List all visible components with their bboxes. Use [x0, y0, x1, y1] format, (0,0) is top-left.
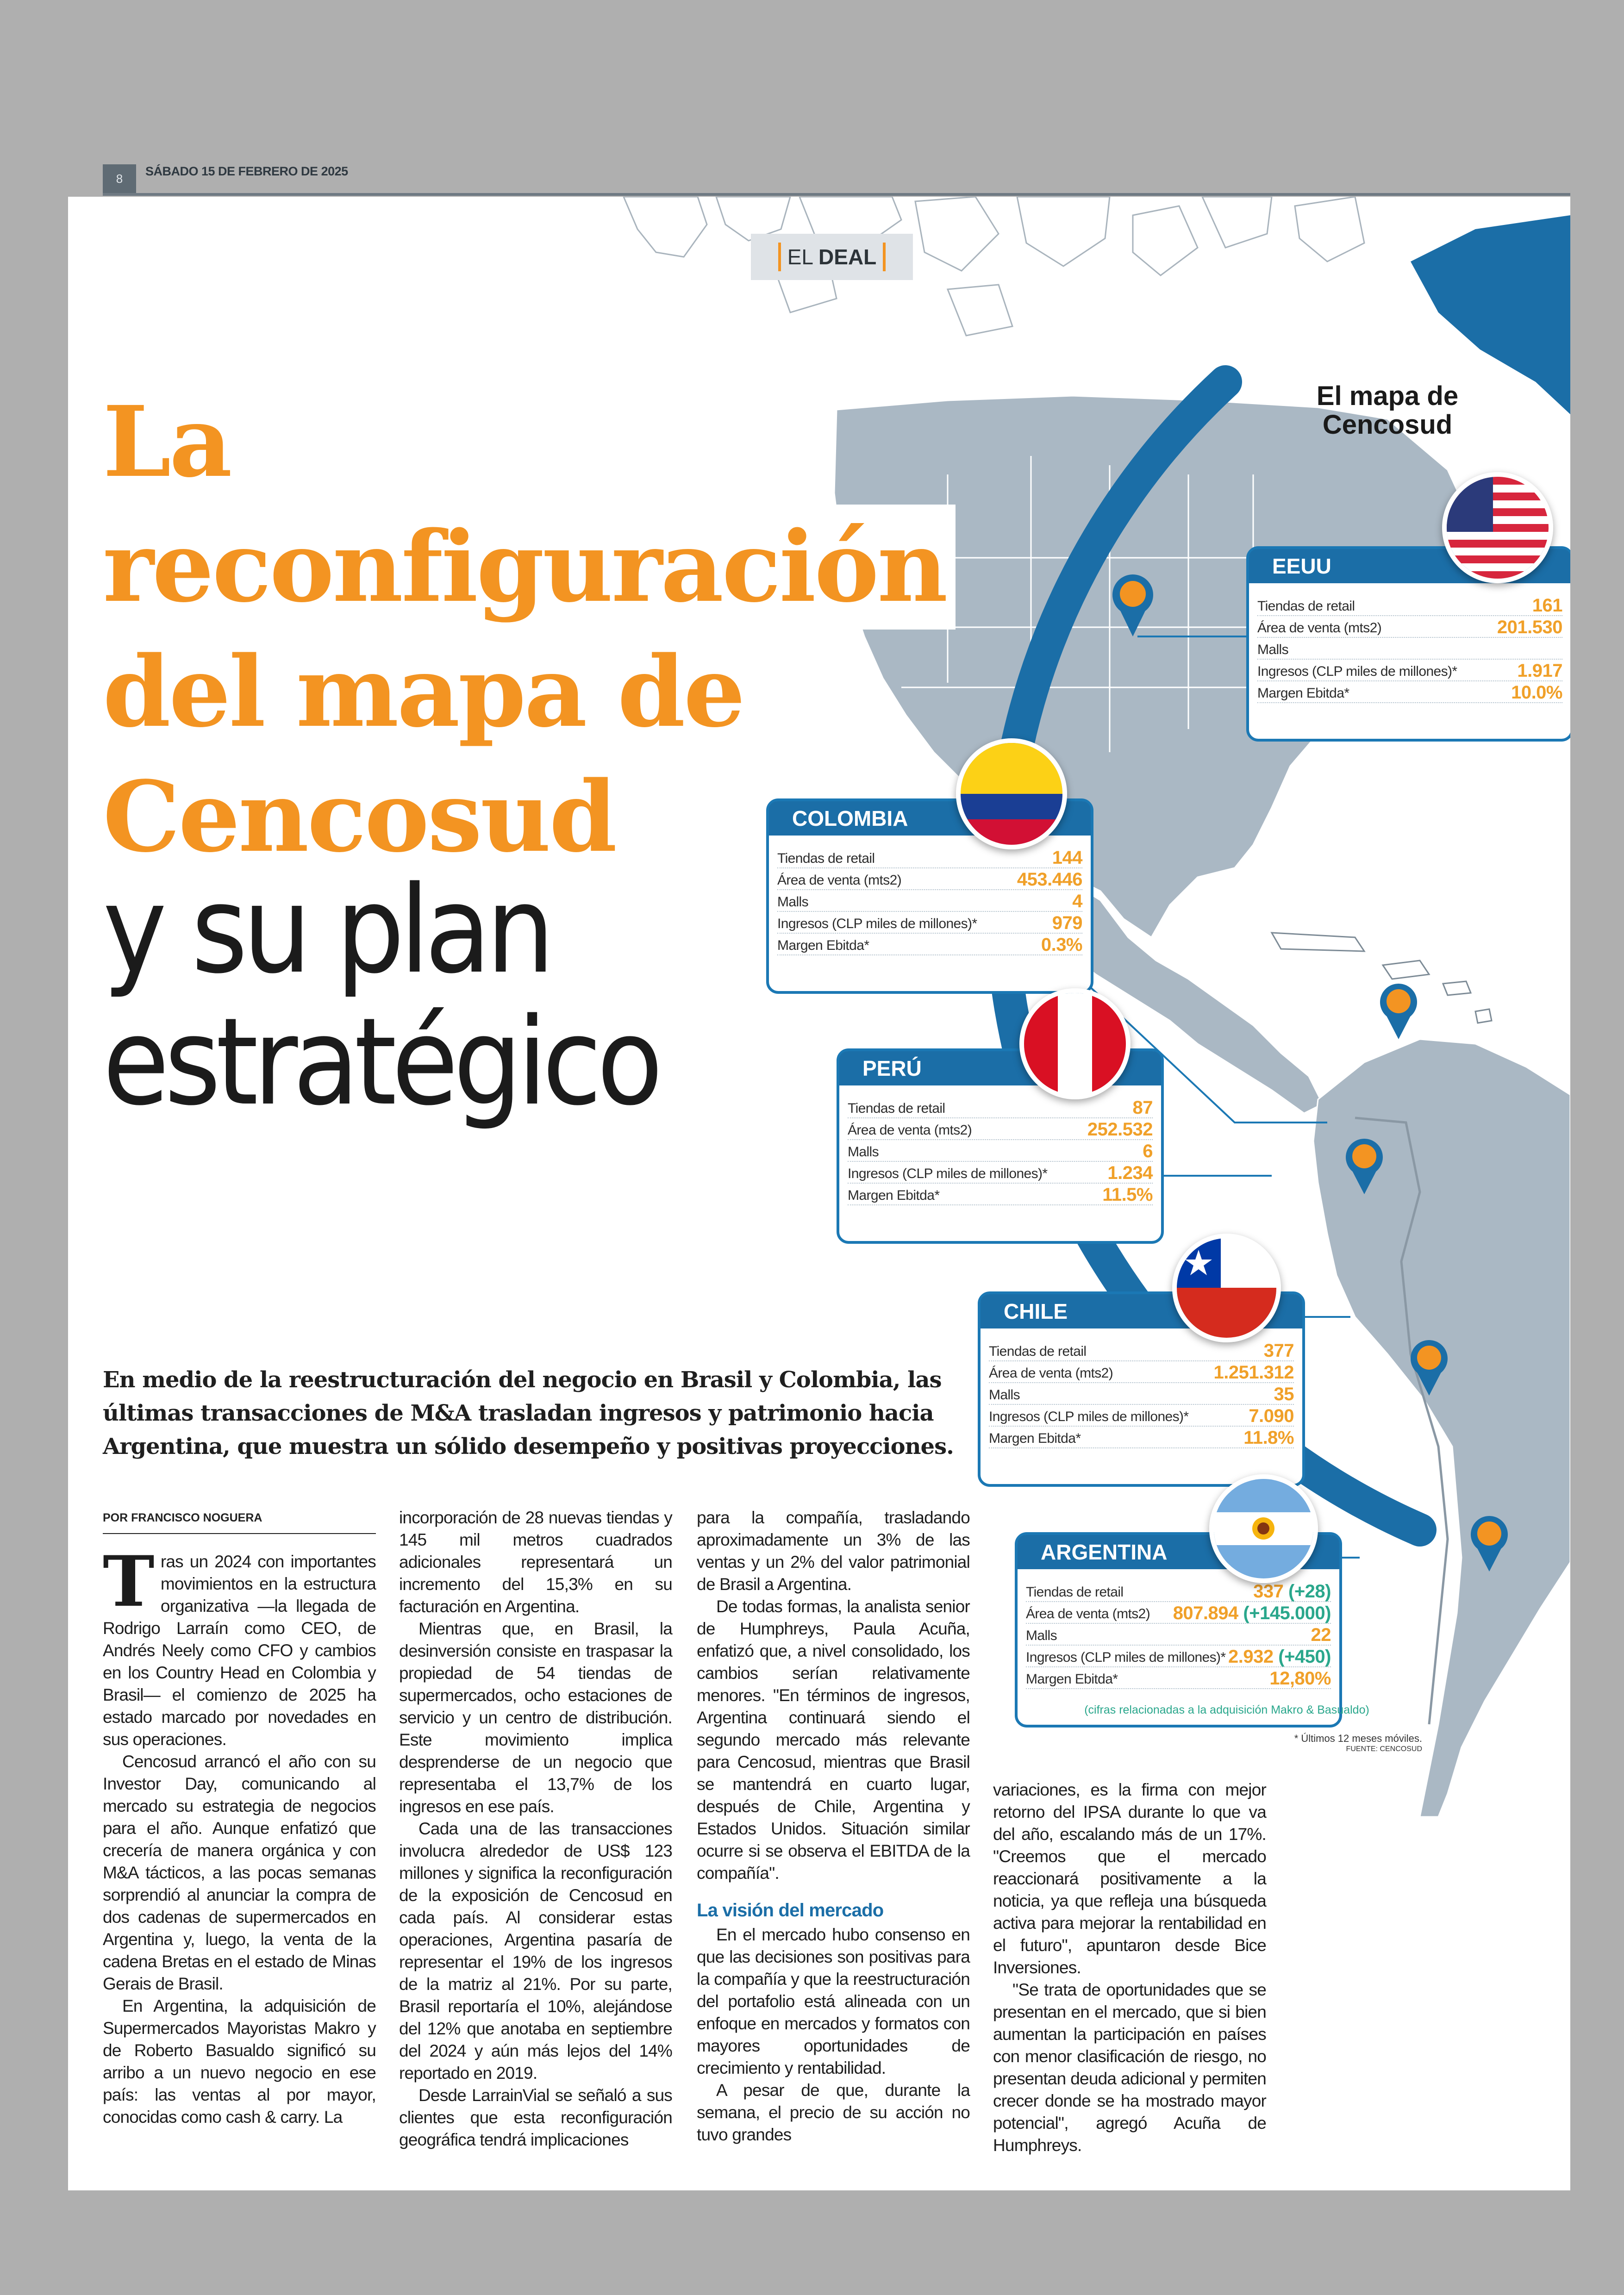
- map-title: [1272, 382, 1503, 439]
- stat-row-ebitda: [1026, 1667, 1331, 1689]
- stat-row-revenue: [1257, 660, 1562, 681]
- stat-label: Tiendas de retail: [848, 1101, 945, 1116]
- stat-label: Área de venta (mts2): [1257, 620, 1382, 636]
- stat-row-revenue: [777, 912, 1082, 934]
- stat-row-malls: [989, 1383, 1294, 1405]
- stat-row-retail: [989, 1340, 1294, 1361]
- paragraph: Cencosud arrancó el año con su Investor Day, comunicando al mercado su estrategia de negocios para el año. Aunque enfatizó que crecería de manera orgánica y con M&A tácticos, a las pocas semanas sorprendió al anunciar la compra de dos cadenas de supermercados en Argentina y, luego, la venta de la cadena Bretas en el estado de Minas Gerais de Brasil.: [103, 1752, 376, 1993]
- stat-label: Ingresos (CLP miles de millones)*: [989, 1409, 1189, 1424]
- stat-label: Tiendas de retail: [1257, 599, 1355, 614]
- stat-row-malls: [848, 1140, 1153, 1162]
- paragraph: variaciones, es la firma con mejor retorno del IPSA durante lo que va del año, escalando más de un 17%. "Creemos que el mercado reaccionará positivamente a la noticia, ya que refleja una búsqueda activa para mejorar la rentabilidad en el futuro", apuntaron desde Bice Inversiones.: [993, 1780, 1266, 1977]
- byline: POR FRANCISCO NOGUERA: [103, 1511, 376, 1534]
- pin-colombia: [1380, 984, 1417, 1039]
- card-title: EEUU: [1249, 549, 1570, 583]
- section-kicker: [751, 234, 913, 280]
- map-title-line-1: El mapa de: [1316, 381, 1459, 411]
- stat-row-malls: [777, 890, 1082, 912]
- stat-value: 7.090: [1249, 1406, 1294, 1426]
- body-column-1: [103, 1541, 376, 2128]
- page-header: [103, 164, 1570, 197]
- stat-value: 453.446: [1017, 869, 1082, 890]
- stat-value: 1.234: [1107, 1163, 1153, 1183]
- subheading: La visión del mercado: [697, 1900, 884, 1921]
- stat-row-revenue: [848, 1162, 1153, 1184]
- paragraph: para la compañía, trasladando aproximadamente un 3% de las ventas y un 2% del valor patrimonial de Brasil a Argentina.: [697, 1508, 970, 1594]
- stat-value: 0.3%: [1041, 935, 1082, 955]
- card-title: COLOMBIA: [769, 801, 1091, 836]
- stat-change: (+450): [1278, 1646, 1331, 1667]
- stat-label: Margen Ebitda*: [1257, 686, 1349, 701]
- card-title: ARGENTINA: [1018, 1535, 1339, 1569]
- stat-value: 252.532: [1087, 1119, 1153, 1140]
- headline-line-5: y su plan: [103, 861, 550, 1000]
- stat-label: Margen Ebitda*: [989, 1431, 1081, 1446]
- stat-value: 337 (+28): [1253, 1581, 1331, 1602]
- stat-row-ebitda: [989, 1427, 1294, 1448]
- stat-row-malls: [1257, 638, 1562, 660]
- stat-label: Malls: [848, 1144, 879, 1160]
- headline-line-6: estratégico: [103, 992, 658, 1132]
- newspaper-page: [68, 197, 1570, 2190]
- stat-value: 2.932 (+450): [1228, 1646, 1331, 1667]
- stat-value: 12,80%: [1269, 1668, 1331, 1689]
- chile-flag-icon: [1172, 1234, 1281, 1342]
- stat-value: 161: [1532, 595, 1562, 616]
- page-number: 8: [103, 164, 136, 193]
- paragraph: Tras un 2024 con importantes movimientos en la estructura organizativa —la llegada de Rodrigo Larraín como CEO, de Andrés Neely como CFO y cambios en los Country Head en Colombia y Brasil— el comienzo de 2025 ha estado marcado por novedades en sus operaciones.: [103, 1541, 376, 1749]
- stat-value: 807.894 (+145.000): [1173, 1603, 1331, 1623]
- stat-label: Área de venta (mts2): [777, 873, 902, 888]
- stat-row-retail: [848, 1097, 1153, 1118]
- body-column-3: [697, 1507, 970, 2146]
- dropcap: T: [103, 1541, 154, 1622]
- stat-label: Margen Ebitda*: [1026, 1671, 1118, 1687]
- stat-label: Margen Ebitda*: [848, 1188, 940, 1203]
- stat-value: 201.530: [1497, 617, 1562, 637]
- stat-label: Margen Ebitda*: [777, 938, 869, 953]
- stat-label: Malls: [989, 1387, 1020, 1403]
- stat-row-revenue: [989, 1405, 1294, 1427]
- stat-change: (+28): [1288, 1581, 1331, 1602]
- peru-flag-icon: [1019, 988, 1131, 1099]
- arctic-islands: [624, 197, 1364, 336]
- body-column-4: [993, 1779, 1266, 2157]
- stat-label: Ingresos (CLP miles de millones)*: [777, 916, 977, 931]
- stat-value: 1.251.312: [1213, 1362, 1294, 1383]
- source-credit: FUENTE: CENCOSUD: [1346, 1745, 1422, 1753]
- deck-summary: En medio de la reestructuración del negocio en Brasil y Colombia, las últimas transacciones de M&A trasladan ingresos y patrimonio hacia Argentina, que muestra un sólido desempeño y positivas proyecciones.: [103, 1367, 954, 1459]
- paragraph: Desde LarrainVial se señaló a sus clientes que esta reconfiguración geográfica tendrá implicaciones: [399, 2086, 672, 2149]
- card-title: CHILE: [981, 1294, 1302, 1328]
- card-note: (cifras relacionadas a la adquisición Makro & Basualdo): [1084, 1703, 1369, 1716]
- stat-label: Ingresos (CLP miles de millones)*: [1257, 664, 1457, 679]
- headline-line-3: del mapa de: [103, 635, 744, 749]
- paragraph: Cada una de las transacciones involucra alrededor de US$ 123 millones y significa la reconfiguración de la exposición de Cencosud en cada país. Al considerar estas operaciones, Argentina pasaría de representar el 19% de los ingresos de la matriz al 21%. Por su parte, Brasil reportaría el 10%, alejándose del 12% que anotaba en septiembre del 2024 y aún más lejos del 14% reportado en 2019.: [399, 1819, 672, 2083]
- stat-label: Malls: [1257, 642, 1289, 657]
- stat-row-area: [1257, 616, 1562, 638]
- stat-row-retail: [777, 847, 1082, 868]
- kicker-bold: DEAL: [818, 245, 877, 269]
- stat-row-ebitda: [1257, 681, 1562, 703]
- stat-value: 10.0%: [1511, 682, 1562, 703]
- stat-label: Área de venta (mts2): [989, 1366, 1113, 1381]
- stat-value: 144: [1052, 848, 1082, 868]
- stat-label: Área de venta (mts2): [1026, 1606, 1150, 1621]
- body-column-2: [399, 1507, 672, 2151]
- stat-value: 87: [1132, 1098, 1153, 1118]
- stat-label: Malls: [1026, 1628, 1057, 1643]
- map-title-line-2: Cencosud: [1322, 410, 1453, 440]
- stat-row-area: [777, 868, 1082, 890]
- stat-label: Tiendas de retail: [777, 851, 875, 866]
- paragraph: De todas formas, la analista senior de Humphreys, Paula Acuña, enfatizó que, a nivel consolidado, los cambios serían relativamente menores. "En términos de ingresos, Argentina continuará siendo el segundo mercado más relevante para Cencosud, mientras que Brasil se mantendrá en cuarto lugar, después de Chile, Argentina y Estados Unidos. Situación similar ocurre si se observa el EBITDA de la compañía".: [697, 1597, 970, 1883]
- paragraph: A pesar de que, durante la semana, el precio de su acción no tuvo grandes: [697, 2081, 970, 2144]
- stat-value: 22: [1311, 1625, 1331, 1645]
- stat-change: (+145.000): [1243, 1603, 1331, 1623]
- paragraph: incorporación de 28 nuevas tiendas y 145 mil metros cuadrados adicionales representará un incremento del 15,3% en su facturación en Argentina.: [399, 1508, 672, 1616]
- headline-line-2: reconfiguración: [103, 505, 956, 630]
- stat-value: 11.5%: [1102, 1185, 1153, 1205]
- headline-line-1: La: [103, 385, 231, 499]
- stat-value: 4: [1072, 891, 1082, 911]
- header-date: SÁBADO 15 DE FEBRERO DE 2025: [145, 164, 348, 178]
- stat-label: Ingresos (CLP miles de millones)*: [1026, 1650, 1226, 1665]
- stat-label: Tiendas de retail: [989, 1344, 1087, 1359]
- footnote: * Últimos 12 meses móviles.: [1294, 1733, 1422, 1744]
- colombia-flag-icon: [956, 738, 1067, 849]
- argentina-flag-icon: [1209, 1474, 1318, 1583]
- stat-value: 979: [1052, 913, 1082, 933]
- stat-label: Área de venta (mts2): [848, 1123, 972, 1138]
- stat-row-ebitda: [777, 934, 1082, 955]
- kicker-bar-right: [883, 243, 886, 271]
- stat-row-area: [1026, 1602, 1331, 1624]
- stat-value: 1.917: [1517, 661, 1562, 681]
- stat-value: 377: [1263, 1341, 1294, 1361]
- stat-row-area: [989, 1361, 1294, 1383]
- stat-label: Ingresos (CLP miles de millones)*: [848, 1166, 1048, 1181]
- stat-value: 11.8%: [1243, 1428, 1294, 1448]
- stat-row-ebitda: [848, 1184, 1153, 1205]
- headline-line-4: Cencosud: [103, 760, 616, 874]
- stat-label: Malls: [777, 894, 809, 910]
- header-rule: [103, 193, 1570, 196]
- kicker-bar-left: [778, 243, 781, 271]
- paragraph: "Se trata de oportunidades que se presentan en el mercado, que si bien aumentan la participación en países con menor clasificación de riesgo, no presentan deuda adicional y permiten crecer donde se ha mostrado mayor potencial", agregó Acuña de Humphreys.: [993, 1980, 1266, 2155]
- stat-row-retail: [1257, 594, 1562, 616]
- stat-value: 6: [1143, 1141, 1153, 1161]
- stat-label: Tiendas de retail: [1026, 1584, 1124, 1600]
- card-title: PERÚ: [839, 1051, 1161, 1085]
- paragraph: En Argentina, la adquisición de Supermercados Mayoristas Makro y de Roberto Basualdo significó su arribo a un nuevo negocio en ese país: las ventas al por mayor, conocidas como cash & carry. La: [103, 1996, 376, 2127]
- paragraph: Mientras que, en Brasil, la desinversión consiste en traspasar la propiedad de 54 tiendas de supermercados, ocho estaciones de servicio y un centro de distribución. Este movimiento implica desprenderse de un negocio que representaba el 13,7% de los ingresos en ese país.: [399, 1619, 672, 1816]
- stat-value: 35: [1274, 1384, 1294, 1404]
- stat-row-area: [848, 1118, 1153, 1140]
- stat-row-retail: [1026, 1580, 1331, 1602]
- usa-flag-icon: [1442, 472, 1553, 583]
- stat-row-revenue: [1026, 1646, 1331, 1667]
- stat-row-malls: [1026, 1624, 1331, 1646]
- kicker-prefix: EL: [787, 245, 813, 269]
- paragraph: En el mercado hubo consenso en que las decisiones son positivas para la compañía y que la reestructuración del portafolio está alineada con un enfoque en mercados y formatos con mayores oportunidades de crecimiento y rentabilidad.: [697, 1925, 970, 2077]
